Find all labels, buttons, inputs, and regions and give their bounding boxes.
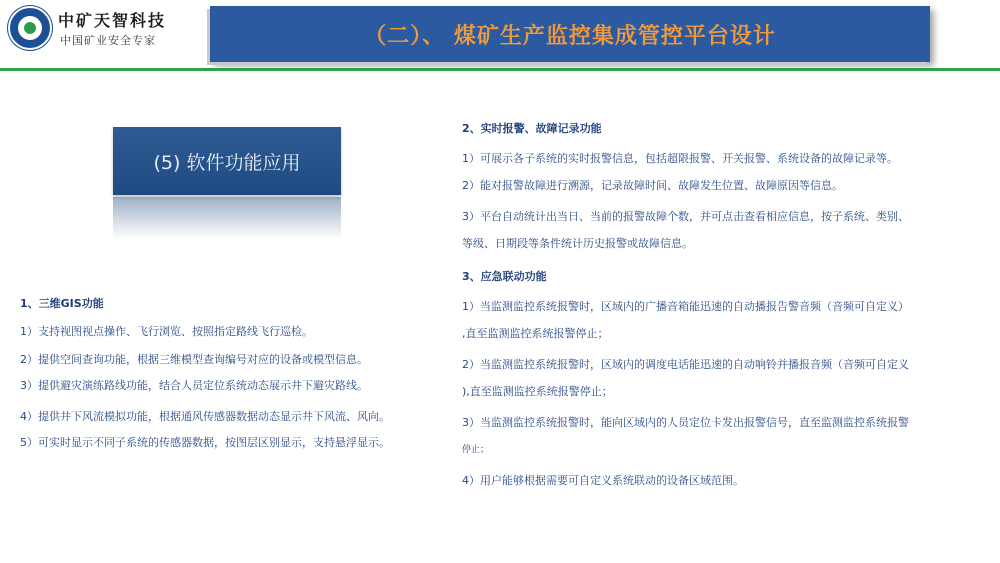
right-column xyxy=(462,121,987,489)
gis-section xyxy=(20,296,440,451)
alarm-item-3-line-1: 3）平台自动统计出当日、当前的报警故障个数，并可点击查看相应信息，按子系统、类别、 xyxy=(462,210,909,223)
header xyxy=(0,0,1000,70)
title-bar xyxy=(210,6,930,62)
gis-item-5: 5）可实时显示不同子系统的传感器数据，按图层区别显示，支持悬浮显示。 xyxy=(20,436,390,449)
company-name: 中矿天智科技 xyxy=(58,11,167,30)
emergency-item-3-line-2: 停止； xyxy=(462,445,490,455)
gis-item-3: 3）提供避灾演练路线功能，结合人员定位系统动态展示井下避灾路线。 xyxy=(20,379,368,392)
section-banner-title: (5) 软件功能应用 xyxy=(153,151,301,174)
header-divider xyxy=(0,68,1000,71)
gis-heading: 1、三维GIS功能 xyxy=(20,297,104,310)
company-logo xyxy=(8,6,52,50)
emergency-heading: 3、应急联动功能 xyxy=(462,270,547,283)
company-slogan: 中国矿业安全专家 xyxy=(60,34,156,47)
emergency-item-3-line-1: 3）当监测监控系统报警时，能向区域内的人员定位卡发出报警信号，直至监测监控系统报警 xyxy=(462,416,909,429)
gis-item-2: 2）提供空间查询功能，根据三维模型查询编号对应的设备或模型信息。 xyxy=(20,353,368,366)
banner-reflection xyxy=(113,197,341,239)
gis-item-1: 1）支持视图视点操作、飞行浏览、按照指定路线飞行巡检。 xyxy=(20,325,313,338)
alarm-item-2: 2）能对报警故障进行溯源，记录故障时间、故障发生位置、故障原因等信息。 xyxy=(462,179,843,192)
logo-core xyxy=(24,22,36,34)
page-title: （二）、 煤矿生产监控集成管控平台设计 xyxy=(364,23,776,49)
emergency-item-1-line-2: ,直至监测监控系统报警停止； xyxy=(462,327,609,340)
logo-ring xyxy=(18,16,42,40)
emergency-item-2-line-1: 2）当监测监控系统报警时，区域内的调度电话能迅速的自动响铃并播报音频（音频可自定义 xyxy=(462,358,909,371)
alarm-item-1: 1）可展示各子系统的实时报警信息，包括超限报警、开关报警、系统设备的故障记录等。 xyxy=(462,152,898,165)
section-banner xyxy=(113,127,341,195)
gis-item-4: 4）提供井下风流模拟功能，根据通风传感器数据动态显示井下风流、风向。 xyxy=(20,410,390,423)
alarm-heading: 2、实时报警、故障记录功能 xyxy=(462,122,602,135)
emergency-item-2-line-2: ),直至监测监控系统报警停止； xyxy=(462,385,613,398)
emergency-item-4: 4）用户能够根据需要可自定义系统联动的设备区域范围。 xyxy=(462,474,744,487)
emergency-item-1-line-1: 1）当监测监控系统报警时，区域内的广播音箱能迅速的自动播报告警音频（音频可自定义） xyxy=(462,300,909,313)
alarm-item-3-line-2: 等级、日期段等条件统计历史报警或故障信息。 xyxy=(462,237,693,250)
